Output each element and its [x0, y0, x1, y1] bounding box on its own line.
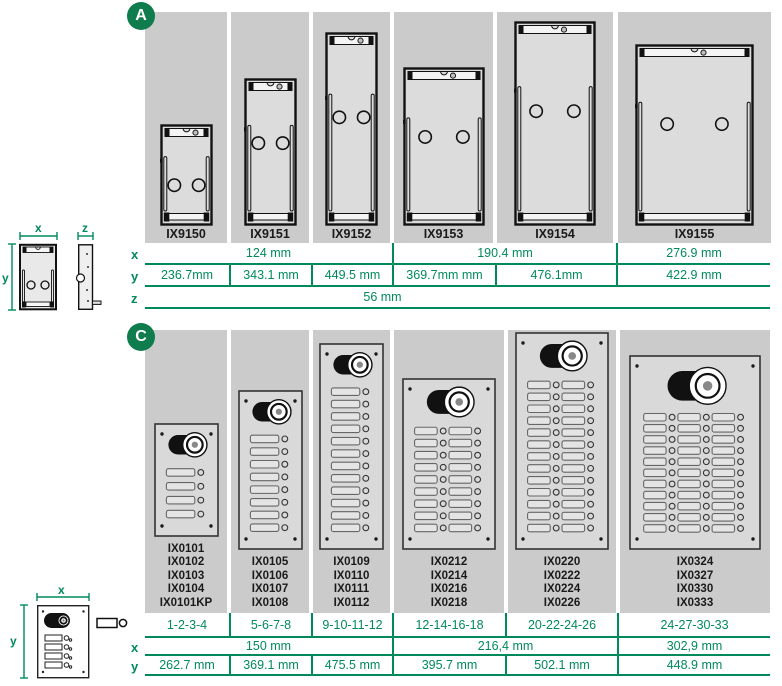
model-label: IX9155 [674, 227, 715, 241]
table-cell: 422.9 mm [616, 265, 770, 285]
model-label: IX9153 [423, 227, 464, 241]
table-cell: 343.1 mm [229, 265, 311, 285]
panel-figure-ix0220 [515, 332, 609, 550]
column-ix0101 [145, 330, 227, 613]
dim-x-label: x [58, 586, 65, 597]
table-cell: 24-27-30-33 [617, 613, 770, 636]
model-name: IX0222 [543, 569, 581, 582]
table-cell: 12-14-16-18 [392, 613, 505, 636]
panel-figure-ix0105 [238, 390, 303, 550]
model-name: IX0112 [333, 596, 370, 609]
model-name: IX0107 [251, 583, 289, 595]
column-ix0105 [231, 330, 309, 613]
column-ix9154 [497, 12, 613, 243]
table-cell: 150 mm [245, 639, 292, 653]
model-list [313, 550, 390, 613]
row-label-x: x [131, 639, 139, 655]
model-name: IX0214 [430, 569, 468, 582]
table-cell: 476.1mm [495, 265, 616, 285]
backbox-figure-ix9153 [403, 67, 485, 226]
row-label-z: z [131, 290, 138, 306]
backbox-front-view [20, 245, 56, 309]
table-cell: 216,4 mm [392, 638, 617, 654]
backbox-figure-ix9150 [160, 124, 213, 226]
table-cell: 190.4 mm [392, 243, 616, 263]
row-label-y: y [131, 658, 139, 674]
section-a-dimensions-table [131, 243, 770, 309]
column-ix9153 [394, 12, 493, 243]
model-name: IX0327 [676, 569, 714, 582]
table-cell: 276.9 mm [616, 243, 770, 263]
model-label: IX9150 [166, 227, 206, 241]
row-label-x: x [131, 246, 139, 262]
table-row-y [131, 656, 770, 676]
table-cell: 449.5 mm [311, 265, 392, 285]
table-cell: 56 mm [363, 290, 402, 304]
backbox-figure-ix9155 [635, 44, 754, 226]
column-ix9150 [145, 12, 227, 243]
model-list [145, 537, 227, 614]
panel-figure-ix0212 [402, 378, 496, 550]
column-ix9151 [231, 12, 309, 243]
column-ix0220 [508, 330, 616, 613]
section-a-dimension-legend [0, 222, 128, 316]
model-name: IX0101 [167, 542, 205, 555]
table-cell: 302,9 mm [617, 638, 770, 654]
panel-figure-ix0109 [319, 343, 384, 550]
model-name: IX0101KP [159, 596, 213, 609]
model-name: IX0216 [430, 583, 468, 595]
column-ix0212 [394, 330, 504, 613]
model-name: IX0212 [430, 556, 468, 568]
model-name: IX0110 [333, 569, 370, 582]
table-cell: 395.7 mm [392, 656, 505, 674]
model-name: IX0111 [333, 583, 370, 595]
model-name: IX0324 [676, 556, 714, 568]
row-label-y: y [131, 268, 139, 284]
model-name: IX0220 [543, 556, 581, 568]
model-label: IX9152 [331, 227, 372, 241]
model-name: IX0103 [167, 569, 205, 582]
table-row-y [131, 265, 770, 287]
section-a-badge: A [127, 2, 155, 30]
table-cell: 448.9 mm [617, 656, 770, 674]
model-label: IX9154 [535, 227, 575, 241]
table-cell: 124 mm [245, 246, 292, 260]
panel-figure-ix0101 [154, 423, 219, 537]
model-name: IX0105 [251, 556, 289, 568]
model-name: IX0108 [251, 596, 289, 609]
model-name: IX0333 [676, 596, 714, 609]
table-cell: 502.1 mm [505, 656, 617, 674]
model-label: IX9151 [250, 227, 290, 241]
table-row-buttons [131, 613, 770, 638]
table-cell: 9-10-11-12 [311, 613, 392, 636]
dim-z-label: z [82, 222, 88, 235]
table-cell: 1-2-3-4 [166, 617, 208, 632]
row-label-buttons [131, 613, 145, 638]
model-list [231, 550, 309, 613]
table-cell: 5-6-7-8 [229, 613, 311, 636]
column-ix9155 [618, 12, 771, 243]
table-cell: 369.7mm mm [392, 265, 495, 285]
dim-x-label: x [35, 222, 42, 235]
table-cell: 369.1 mm [229, 656, 311, 674]
backbox-figure-ix9154 [514, 21, 596, 226]
section-c-badge: C [127, 323, 155, 351]
model-name: IX0109 [333, 556, 370, 568]
table-row-z [131, 287, 770, 309]
table-cell: 262.7 mm [159, 658, 215, 672]
model-name: IX0106 [251, 569, 289, 582]
table-row-x [131, 243, 770, 265]
model-name: IX0226 [543, 596, 581, 609]
model-list [394, 550, 504, 613]
section-c-dimensions-table [131, 613, 770, 676]
dim-y-label: y [10, 634, 17, 648]
column-ix9152 [313, 12, 390, 243]
backbox-figure-ix9152 [325, 32, 378, 226]
model-list [508, 550, 616, 613]
table-cell: 236.7mm [160, 268, 214, 282]
backbox-figure-ix9151 [244, 78, 297, 226]
dim-y-label: y [2, 271, 9, 285]
backbox-side-view [77, 245, 102, 309]
model-name: IX0102 [167, 556, 205, 568]
call-button-icon [96, 617, 128, 630]
model-name: IX0218 [430, 596, 468, 609]
model-name: IX0330 [676, 583, 714, 595]
section-c-dimension-legend [0, 586, 132, 686]
table-row-x [131, 638, 770, 656]
model-list [620, 550, 770, 613]
model-name: IX0224 [543, 583, 581, 595]
table-cell: 475.5 mm [311, 656, 392, 674]
model-name: IX0104 [167, 583, 205, 595]
panel-figure-ix0324 [629, 355, 761, 550]
panel-front-view [38, 606, 89, 678]
column-ix0109 [313, 330, 390, 613]
table-cell: 20-22-24-26 [505, 613, 617, 636]
column-ix0324 [620, 330, 770, 613]
